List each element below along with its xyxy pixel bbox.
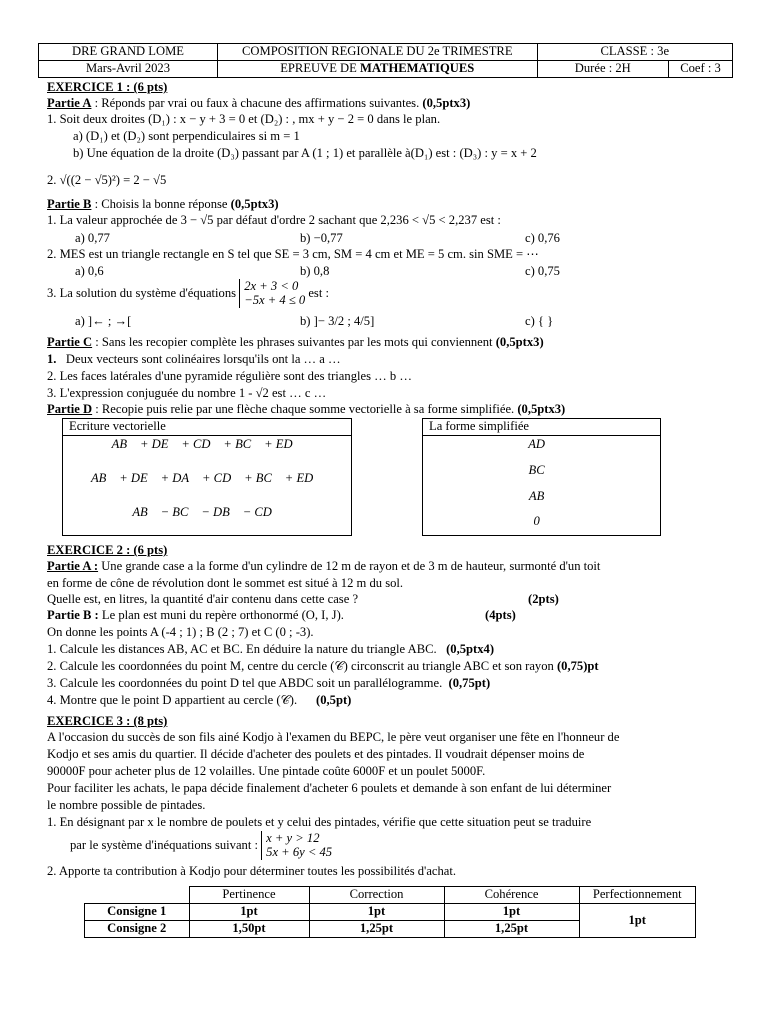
grading-row-label: Consigne 1 bbox=[85, 904, 190, 921]
classe-cell: CLASSE : 3e bbox=[537, 44, 732, 61]
grading-cell: 1pt bbox=[189, 904, 309, 921]
date-cell: Mars-Avril 2023 bbox=[39, 61, 218, 78]
grading-cell: 1pt bbox=[309, 904, 444, 921]
ex2-points: On donne les points A (-4 ; 1) ; B (2 ; 7) et C (0 ; -3). bbox=[47, 625, 314, 639]
vector-expr-3: AB⃗ − BC⃗ − DB⃗ − CD⃗ bbox=[132, 505, 282, 519]
ex1-q1a: a) (D₁) et (D₂) sont perpendiculaires si m = 1 bbox=[73, 129, 300, 143]
grading-header: Cohérence bbox=[444, 887, 579, 904]
vector-right-header: La forme simplifiée bbox=[423, 419, 660, 436]
ex3-p4: Pour faciliter les achats, le papa décide finalement d'acheter 6 poulets et demande à son enfant de lui déterminer bbox=[47, 781, 612, 795]
grading-cell: 1,25pt bbox=[444, 921, 579, 938]
ex1-b1a: a) 0,77 bbox=[75, 231, 110, 245]
ex1-b1c: c) 0,76 bbox=[525, 231, 560, 245]
ex3-p1: A l'occasion du succès de son fils ainé Kodjo à l'examen du BEPC, le père veut organiser une fête en l'honneur de bbox=[47, 730, 620, 744]
ex3-p2: Kodjo et ses amis du quartier. Il décide d'acheter des poulets et des pintades. Il voudrait dépenser moins de bbox=[47, 747, 585, 761]
ex1-partB: Partie B : Choisis la bonne réponse (0,5ptx3) bbox=[47, 197, 279, 211]
grading-header: Correction bbox=[309, 887, 444, 904]
ex1-b3a: a) ]← ; →[ bbox=[75, 314, 132, 328]
vector-expr-1: AB⃗ + DE⃗ + CD⃗ + BC⃗ + ED⃗ bbox=[111, 437, 303, 451]
ex1-b3c: c) { } bbox=[525, 314, 554, 328]
simplified-4: 0⃗ bbox=[533, 514, 550, 528]
ex3-q1b: par le système d'inéquations suivant : x + y > 12 5x + 6y < 45 bbox=[70, 831, 333, 860]
ex3-q1a: 1. En désignant par x le nombre de poulets et y celui des pintades, vérifie que cette situation peut se traduire bbox=[47, 815, 592, 829]
ex3-system: x + y > 12 5x + 6y < 45 bbox=[261, 831, 332, 860]
header-table bbox=[38, 43, 733, 78]
grading-row-label: Consigne 2 bbox=[85, 921, 190, 938]
ex1-b1b: b) −0,77 bbox=[300, 231, 343, 245]
simplified-3: AB⃗ bbox=[528, 489, 555, 503]
ex2-q4: 4. Montre que le point D appartient au cercle (𝒞). (0,5pt) bbox=[47, 693, 352, 707]
ex1-b3-system: 2x + 3 < 0 −5x + 4 ≤ 0 bbox=[239, 279, 305, 308]
ex1-q2: 2. √((2 − √5)²) = 2 − √5 bbox=[47, 173, 167, 187]
vector-left-header: Ecriture vectorielle bbox=[63, 419, 351, 436]
epreuve-cell: EPREUVE DE MATHEMATIQUES bbox=[218, 61, 538, 78]
ex1-b1: 1. La valeur approchée de 3 − √5 par défaut d'ordre 2 sachant que 2,236 < √5 < 2,237 est : bbox=[47, 213, 501, 227]
ex1-b2: 2. MES est un triangle rectangle en S tel que SE = 3 cm, SM = 4 cm et ME = 5 cm. sin SME = ⋯ bbox=[47, 247, 539, 261]
ex1-b3b: b) ]− 3/2 ; 4/5] bbox=[300, 314, 375, 328]
ex2-partA-pts: (2pts) bbox=[528, 592, 559, 606]
ex3-q2: 2. Apporte ta contribution à Kodjo pour déterminer toutes les possibilités d'achat. bbox=[47, 864, 457, 878]
ex2-partB: Partie B : Le plan est muni du repère orthonormé (O, I, J). bbox=[47, 608, 344, 622]
duree-cell: Durée : 2H bbox=[537, 61, 668, 78]
ex3-title: EXERCICE 3 : (8 pts) bbox=[47, 714, 168, 728]
ex1-partC: Partie C : Sans les recopier complète les phrases suivantes par les mots qui conviennent (0,5ptx3) bbox=[47, 335, 544, 349]
ex2-title: EXERCICE 2 : (6 pts) bbox=[47, 543, 168, 557]
ex1-c2: 2. Les faces latérales d'une pyramide régulière sont des triangles … b … bbox=[47, 369, 412, 383]
ex1-q1b: b) Une équation de la droite (D₃) passant par A (1 ; 1) et parallèle à(D₁) est : (D₃) : y = x + 2 bbox=[73, 146, 537, 160]
ex2-q3: 3. Calcule les coordonnées du point D tel que ABDC soit un parallélogramme. (0,75pt) bbox=[47, 676, 491, 690]
grading-cell: 1pt bbox=[444, 904, 579, 921]
ex2-partA-l1: Partie A : Une grande case a la forme d'un cylindre de 12 m de rayon et de 3 m de hauteur, surmonté d'un toit bbox=[47, 559, 601, 573]
grading-table bbox=[84, 886, 696, 938]
dre-cell: DRE GRAND LOME bbox=[39, 44, 218, 61]
vector-right-box bbox=[422, 418, 661, 536]
ex2-partA-l2: en forme de cône de révolution dont le sommet est situé à 12 m du sol. bbox=[47, 576, 404, 590]
ex3-p3: 90000F pour acheter plus de 12 volailles. Une pintade coûte 6000F et un poulet 5000F. bbox=[47, 764, 486, 778]
vector-expr-2: AB⃗ + DE⃗ + DA⃗ + CD⃗ + BC⃗ + ED⃗ bbox=[90, 471, 324, 485]
ex1-b2a: a) 0,6 bbox=[75, 264, 104, 278]
ex2-q2: 2. Calcule les coordonnées du point M, centre du cercle (𝒞) circonscrit au triangle ABC et son rayon (0,75)pt bbox=[47, 659, 599, 673]
ex2-partB-pts: (4pts) bbox=[485, 608, 516, 622]
grading-perfectionnement: 1pt bbox=[579, 904, 696, 938]
ex1-partD: Partie D : Recopie puis relie par une flèche chaque somme vectorielle à sa forme simplifiée. (0,5ptx3) bbox=[47, 402, 566, 416]
ex2-q1: 1. Calcule les distances AB, AC et BC. En déduire la nature du triangle ABC. (0,5ptx4) bbox=[47, 642, 495, 656]
ex1-partA: Partie A : Réponds par vrai ou faux à chacune des affirmations suivantes. (0,5ptx3) bbox=[47, 96, 471, 110]
ex1-b3: 3. La solution du système d'équations 2x + 3 < 0 −5x + 4 ≤ 0 est : bbox=[47, 279, 329, 308]
grading-header: Perfectionnement bbox=[579, 887, 696, 904]
ex1-c3: 3. L'expression conjuguée du nombre 1 - √2 est … c … bbox=[47, 386, 327, 400]
composition-cell: COMPOSITION REGIONALE DU 2e TRIMESTRE bbox=[218, 44, 538, 61]
ex1-q1: 1. Soit deux droites (D₁) : x − y + 3 = 0 et (D₂) : , mx + y − 2 = 0 dans le plan. bbox=[47, 112, 441, 126]
simplified-2: BC⃗ bbox=[528, 463, 555, 477]
ex2-partA-l3: Quelle est, en litres, la quantité d'air contenu dans cette case ? bbox=[47, 592, 359, 606]
ex1-b2c: c) 0,75 bbox=[525, 264, 560, 278]
grading-header: Pertinence bbox=[189, 887, 309, 904]
ex1-title: EXERCICE 1 : (6 pts) bbox=[47, 80, 168, 94]
grading-cell: 1,25pt bbox=[309, 921, 444, 938]
grading-cell: 1,50pt bbox=[189, 921, 309, 938]
ex1-c1: 1. Deux vecteurs sont colinéaires lorsqu'ils ont la … a … bbox=[47, 352, 341, 366]
simplified-1: AD⃗ bbox=[528, 437, 555, 451]
ex3-p5: le nombre possible de pintades. bbox=[47, 798, 206, 812]
ex1-b2b: b) 0,8 bbox=[300, 264, 330, 278]
coef-cell: Coef : 3 bbox=[669, 61, 733, 78]
vector-left-box bbox=[62, 418, 352, 536]
